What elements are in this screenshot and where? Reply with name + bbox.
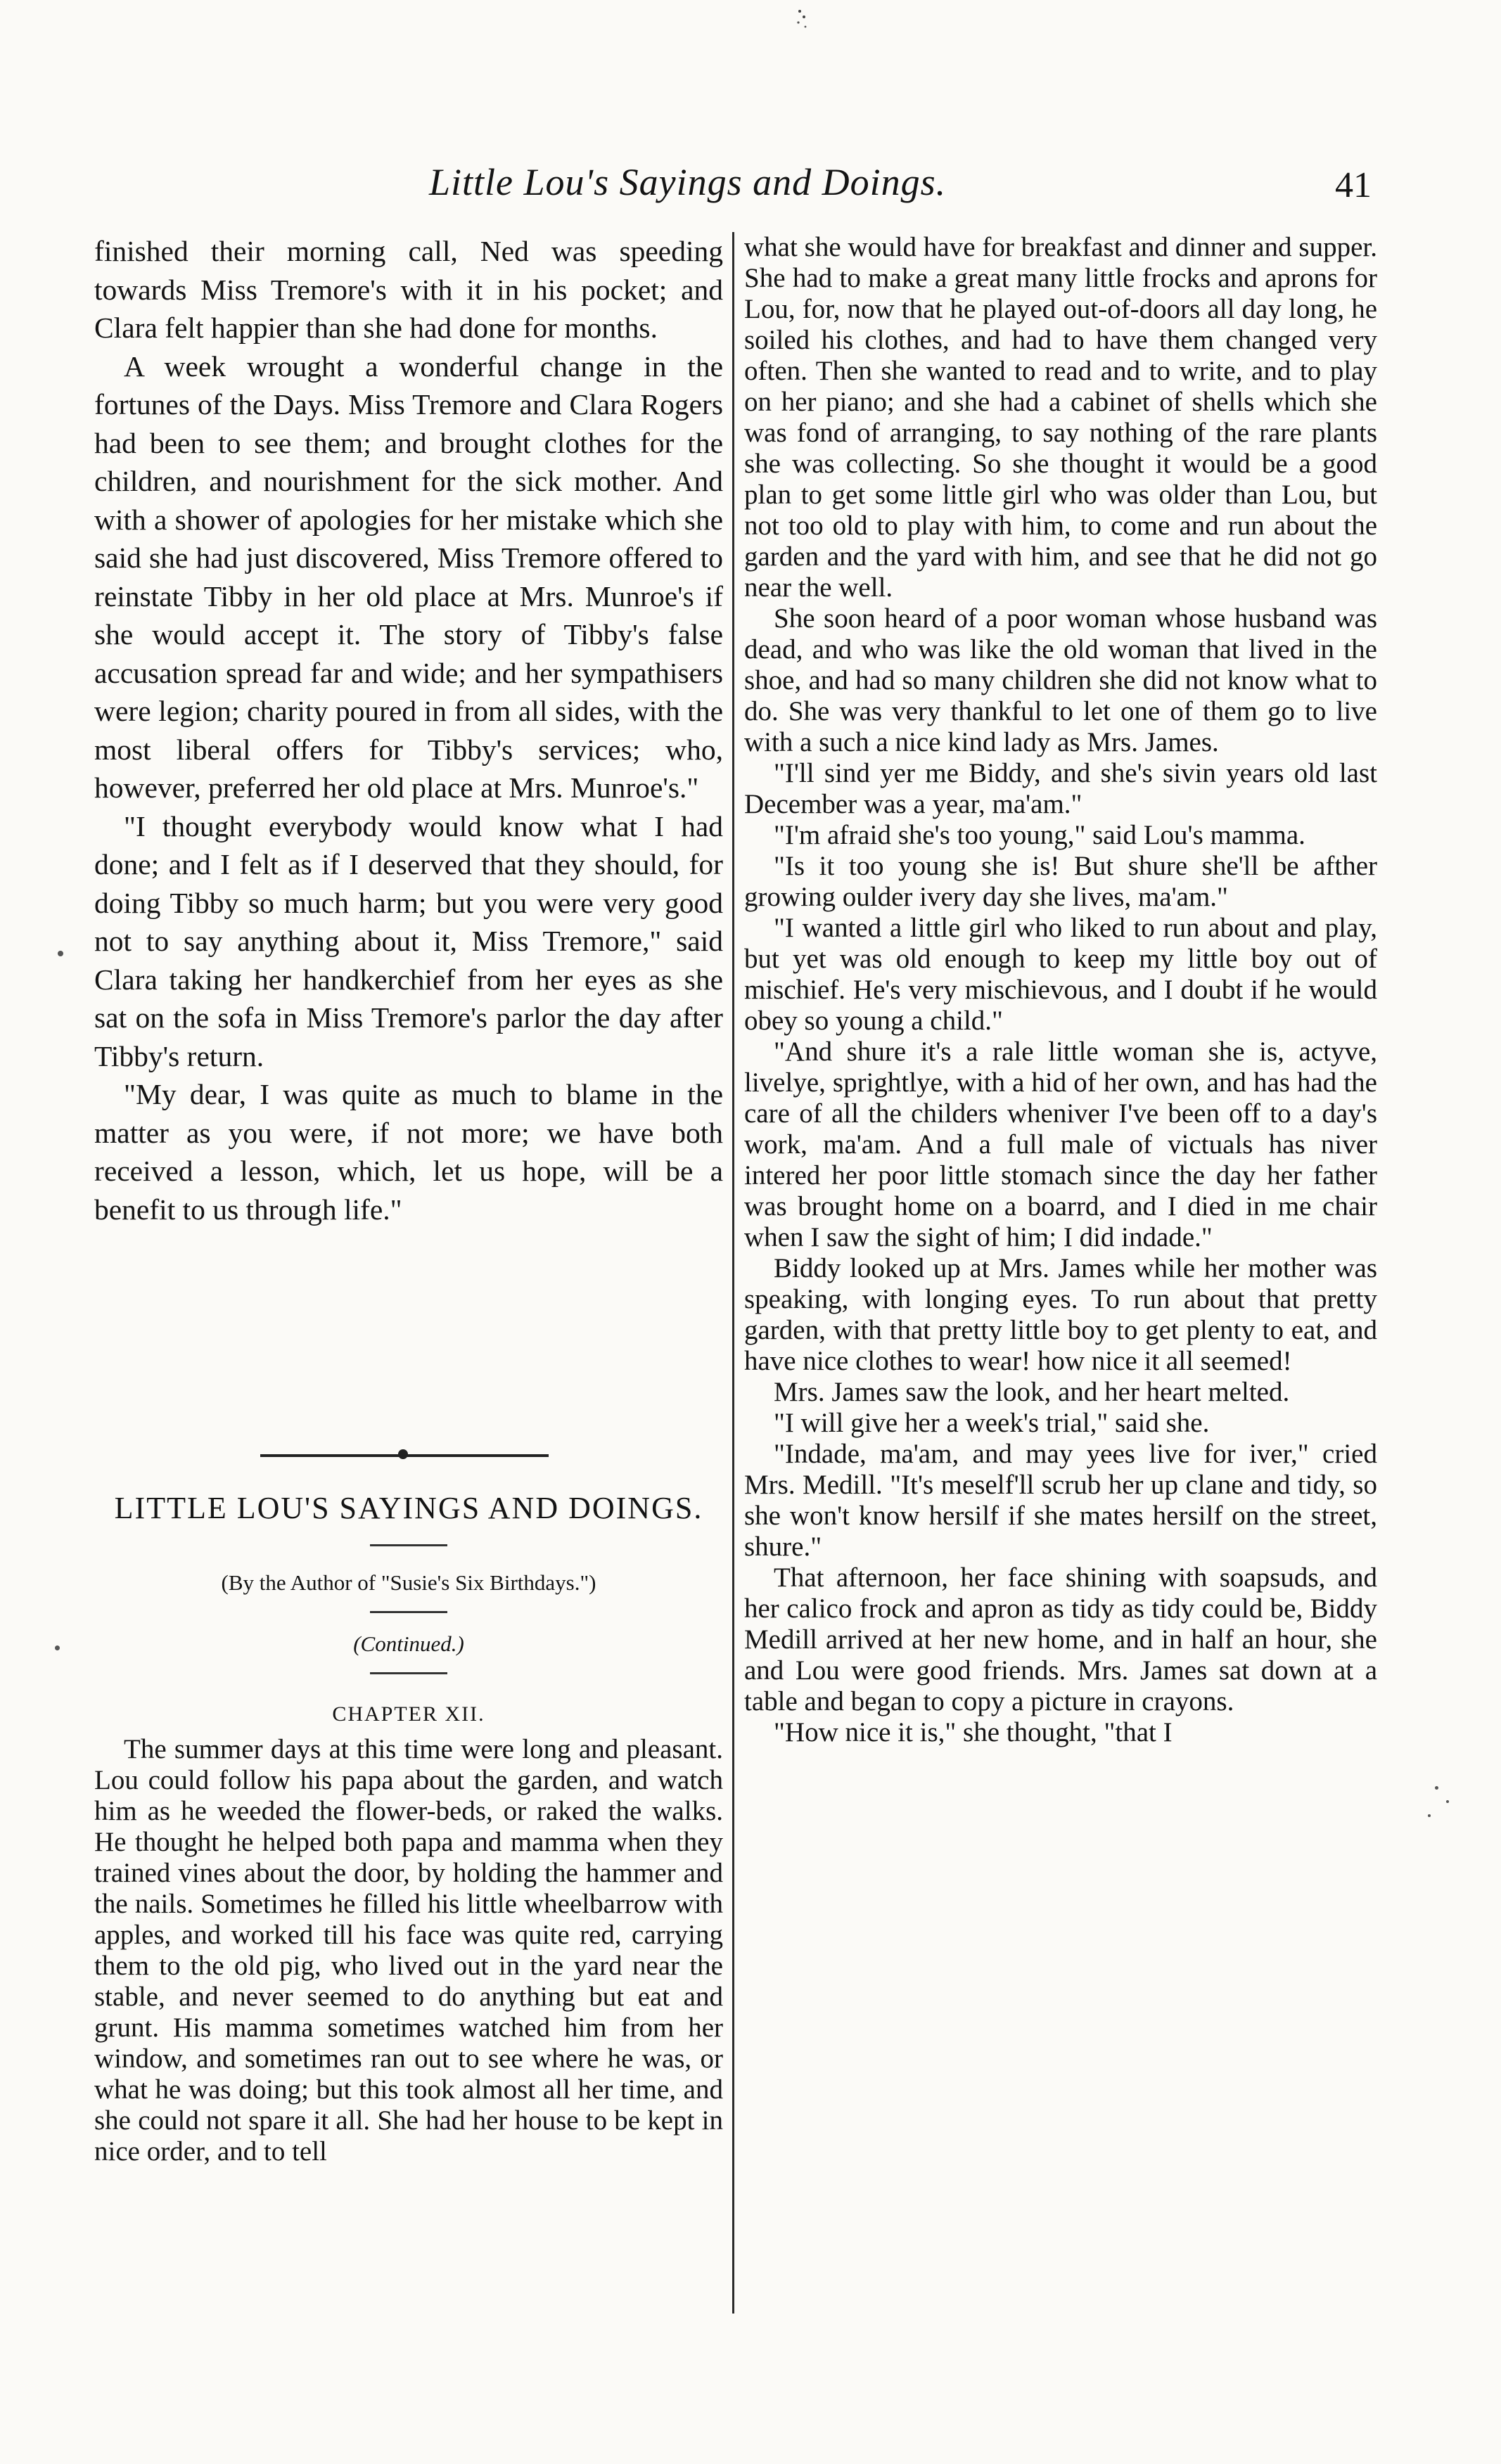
paragraph: Biddy looked up at Mrs. James while her mother was speaking, with longing eyes. To run about that pretty garden, with that pretty little boy to get plenty to eat, and have nice clothes to wear! how nice it all seemed! (744, 1253, 1377, 1376)
paragraph: Mrs. James saw the look, and her heart melted. (774, 1377, 1290, 1407)
paragraph: finished their morning call, Ned was speeding towards Miss Tremore's with it in his pocket; and Clara felt happier than she had done for months. (94, 235, 723, 344)
left-column-upper (94, 232, 723, 1228)
scan-speck-icon (791, 7, 812, 32)
paragraph: "How nice it is," she thought, "that I (774, 1717, 1173, 1747)
paragraph: "I thought everybody would know what I had done; and I felt as if I deserved that they should, for doing Tibby so much harm; but you were very good not to say anything about it, Miss Tremore," said Clara taking her handkerchief from her eyes as she sat on the sofa in Miss Tremore's parlor the day after Tibby's return. (94, 809, 723, 1072)
paragraph: "I will give her a week's trial," said she. (774, 1408, 1210, 1438)
paragraph: "My dear, I was quite as much to blame in the matter as you were, if not more; we have both received a lesson, which, let us hope, will be a benefit to us through life." (94, 1078, 723, 1226)
right-column (744, 232, 1377, 1748)
paragraph: what she would have for breakfast and dinner and supper. She had to make a great many little frocks and aprons for Lou, for, now that he played out-of-doors all day long, he soiled his clothes, and had to have them changed very often. Then she wanted to read and to write, and to play on her piano; and she had a cabinet of shells which she was fond of arranging, to say nothing of the rare plants she was collecting. So she thought it would be a good plan to get some little girl who was older than Lou, but not too old to play with him, to come and run about the garden and the yard with him, and see that he did not go near the well. (744, 232, 1377, 603)
column-divider (732, 232, 734, 2314)
paragraph: "And shure it's a rale little woman she is, actyve, livelye, sprightlye, with a hid of her own, and has had the care of all the childers wheniver I've been off to a day's work, ma'am. And a full male of victuals has niver intered her poor little stomach since the day her father was brought home on a boarrd, and I died in me chair when I saw the sight of him; I did indade." (744, 1037, 1377, 1252)
left-column-lower (94, 1734, 723, 2167)
byline: (By the Author of "Susie's Six Birthdays.") (221, 1570, 596, 1595)
paragraph: "I'm afraid she's too young," said Lou's mamma. (774, 820, 1305, 850)
article-title: LITTLE LOU'S SAYINGS AND DOINGS. (114, 1491, 703, 1525)
paragraph: "Indade, ma'am, and may yees live for iver," cried Mrs. Medill. "It's meself'll scrub her up clane and tidy, so she won't know hersilf if she mates hersilf on the street, shure." (744, 1439, 1377, 1562)
page-number: 41 (1335, 165, 1372, 205)
margin-speck (1428, 1814, 1431, 1817)
byline-rule (370, 1611, 447, 1613)
title-rule (370, 1544, 447, 1546)
paragraph: That afternoon, her face shining with soapsuds, and her calico frock and apron as tidy as tidy could be, Biddy Medill arrived at her new home, and in half an hour, she and Lou were good friends. Mrs. James sat down at a table and began to copy a picture in crayons. (744, 1563, 1377, 1717)
paragraph: A week wrought a wonderful change in the fortunes of the Days. Miss Tremore and Clara Rogers had been to see them; and brought clothes for the children, and nourishment for the sick mother. And with a shower of apologies for her mistake which she said she had just discovered, Miss Tremore offered to reinstate Tibby in her old place at Mrs. Munroe's if she would accept it. The story of Tibby's false accusation spread far and wide; and her sympathisers were legion; charity poured in from all sides, with the most liberal offers for Tibby's services; who, however, preferred her old place at Mrs. Munroe's." (94, 349, 723, 804)
continued-note: (Continued.) (353, 1631, 464, 1656)
paragraph: "I'll sind yer me Biddy, and she's sivin years old last December was a year, ma'am." (744, 758, 1377, 819)
paragraph: "I wanted a little girl who liked to run about and play, but yet was old enough to keep my little boy out of mischief. He's very mischievous, and I doubt if he would obey so young a child." (744, 913, 1377, 1036)
margin-speck (1446, 1800, 1449, 1803)
margin-speck (58, 951, 63, 956)
running-head (0, 160, 1501, 210)
margin-speck (55, 1645, 60, 1650)
paragraph: The summer days at this time were long and pleasant. Lou could follow his papa about the garden, and watch him as he weeded the flower-beds, or raked the walks. He thought he helped both papa and mamma when they trained vines about the door, by holding the hammer and the nails. Sometimes he filled his little wheelbarrow with apples, and worked till his face was quite red, carrying them to the old pig, who lived out in the yard near the stable, and never seemed to do anything but eat and grunt. His mamma sometimes watched him from her window, and sometimes ran out to see where he was, or what he was doing; but this took almost all her time, and she could not spare it all. She had her house to be kept in nice order, and to tell (94, 1734, 723, 2167)
divider-ornament-icon (398, 1449, 408, 1459)
continued-rule (370, 1672, 447, 1674)
margin-speck (1435, 1786, 1438, 1790)
chapter-heading: CHAPTER XII. (332, 1702, 485, 1726)
running-title: Little Lou's Sayings and Doings. (429, 161, 947, 203)
paragraph: She soon heard of a poor woman whose husband was dead, and who was like the old woman that lived in the shoe, and had so many children she did not know what to do. She was very thankful to let one of them go to live with a such a nice kind lady as Mrs. James. (744, 603, 1377, 757)
article-heading (94, 1460, 723, 1726)
paragraph: "Is it too young she is! But shure she'll be afther growing oulder ivery day she lives, ma'am." (744, 851, 1377, 912)
